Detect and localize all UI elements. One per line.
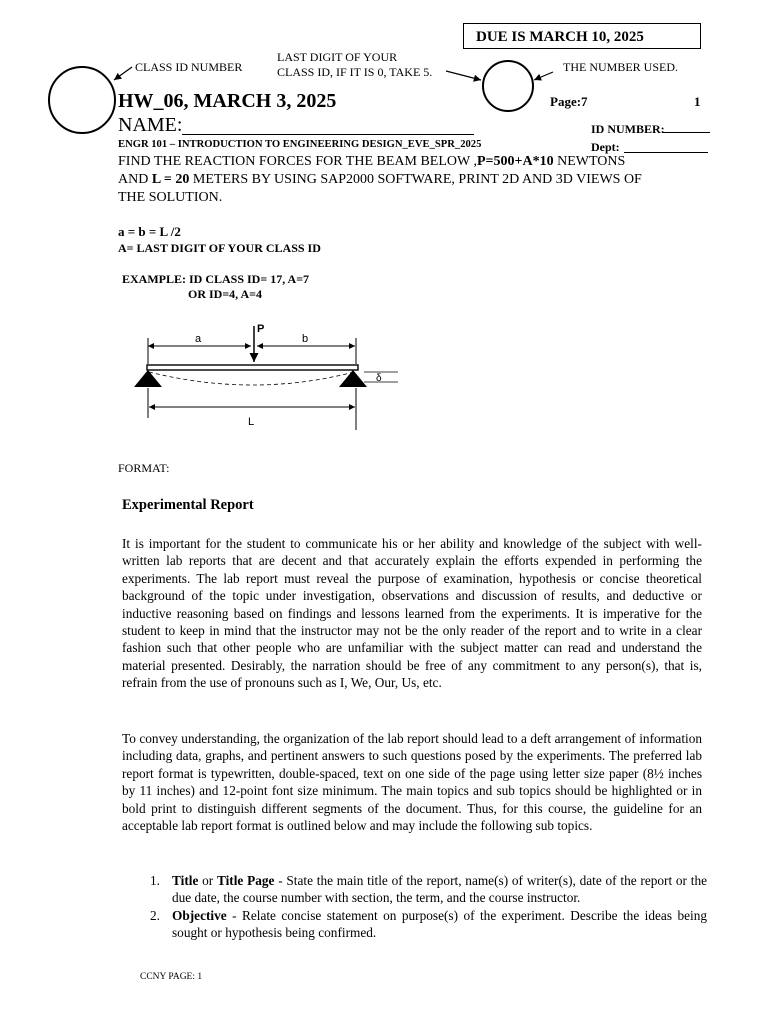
id-number-underline[interactable] [662, 132, 710, 133]
report-heading: Experimental Report [122, 497, 254, 513]
problem-statement [118, 153, 718, 207]
label-l: L [248, 416, 255, 428]
report-paragraph-1: It is important for the student to communicate his or her ability and knowledge of the subject with well-written lab reports that are decent and that accurately explain the efforts expended in performing the experiments. The lab report must reveal the purpose of examination, hypothesis or concise theoretical background of the topic under investigation, observations and discussion of results, and deductive or inductive reasoning based on findings and lessons learned from the experiments. It is imperative for the student to keep in mind that the instructor may not be the only reader of the report and to write in a clear fashion such that other people who are unfamiliar with the subject matter can read and understand the material presented. Desirably, the narration should be free of any commitment to any person(s), that is, refrain from the use of pronouns such as I, We, Our, Us, etc. [122, 536, 702, 691]
left-support [134, 370, 162, 387]
formula: a = b = L /2 [118, 224, 181, 239]
name-underline[interactable] [182, 134, 474, 135]
due-date-text: DUE IS MARCH 10, 2025 [476, 29, 644, 45]
format-label: FORMAT: [118, 461, 170, 475]
class-id-label: CLASS ID NUMBER [135, 60, 243, 74]
page-label: Page:7 [550, 94, 588, 109]
beam [147, 365, 358, 370]
problem-line-3: THE SOLUTION. [118, 190, 223, 205]
beam-diagram [120, 318, 420, 436]
name-label: NAME: [118, 114, 183, 136]
list-item-text: Objective - Relate concise statement on purpose(s) of the experiment. Describe the ideas being sought or hypothesis being confirmed. [172, 908, 707, 941]
page-footer: CCNY PAGE: 1 [140, 972, 203, 982]
course-line: ENGR 101 – INTRODUCTION TO ENGINEERING DESIGN_EVE_SPR_2025 [118, 139, 482, 150]
id-number-label: ID NUMBER: [591, 122, 665, 136]
report-paragraph-2: To convey understanding, the organization of the lab report should lead to a deft arrangement of information including data, graphs, and pertinent answers to such questions posed by the experiments. The preferred lab report format is typewritten, double-spaced, text on one side of the page using letter size paper (8½ inches by 11 inches) and 12-point font size minimum. The main topics and sub topics should be highlighted or in bold print to distinguish different segments of the document. Thus, for this course, the guideline for an acceptable lab report format is outlined below and may include the following sub topics. [122, 731, 702, 834]
label-delta: δ [376, 373, 382, 384]
list-item-number: 2. [150, 908, 160, 923]
label-p: P [257, 323, 265, 335]
deflection-curve [149, 372, 354, 385]
hw-title: HW_06, MARCH 3, 2025 [118, 90, 337, 112]
list-item-number: 1. [150, 873, 160, 888]
label-a: a [195, 333, 202, 345]
problem-line-2: AND L = 20 METERS BY USING SAP2000 SOFTWARE, PRINT 2D AND 3D VIEWS OF [118, 172, 642, 187]
page-number: 1 [694, 94, 701, 109]
problem-line-1: FIND THE REACTION FORCES FOR THE BEAM BELOW ,P=500+A*10 NEWTONS [118, 154, 626, 169]
example-line-2: OR ID=4, A=4 [188, 287, 263, 301]
list-item-text: Title or Title Page - State the main title of the report, name(s) of writer(s), date of the report or the due date, the course number with section, the term, and the course instructor. [172, 873, 707, 906]
label-b: b [302, 333, 309, 345]
number-used-label: THE NUMBER USED. [563, 60, 679, 74]
example-line-1: EXAMPLE: ID CLASS ID= 17, A=7 [122, 272, 310, 286]
last-digit-label-1: LAST DIGIT OF YOUR [277, 50, 398, 64]
a-definition: A= LAST DIGIT OF YOUR CLASS ID [118, 241, 321, 255]
right-support [339, 370, 367, 387]
dept-label: Dept: [591, 140, 620, 154]
last-digit-label-2: CLASS ID, IF IT IS 0, TAKE 5. [277, 65, 433, 79]
